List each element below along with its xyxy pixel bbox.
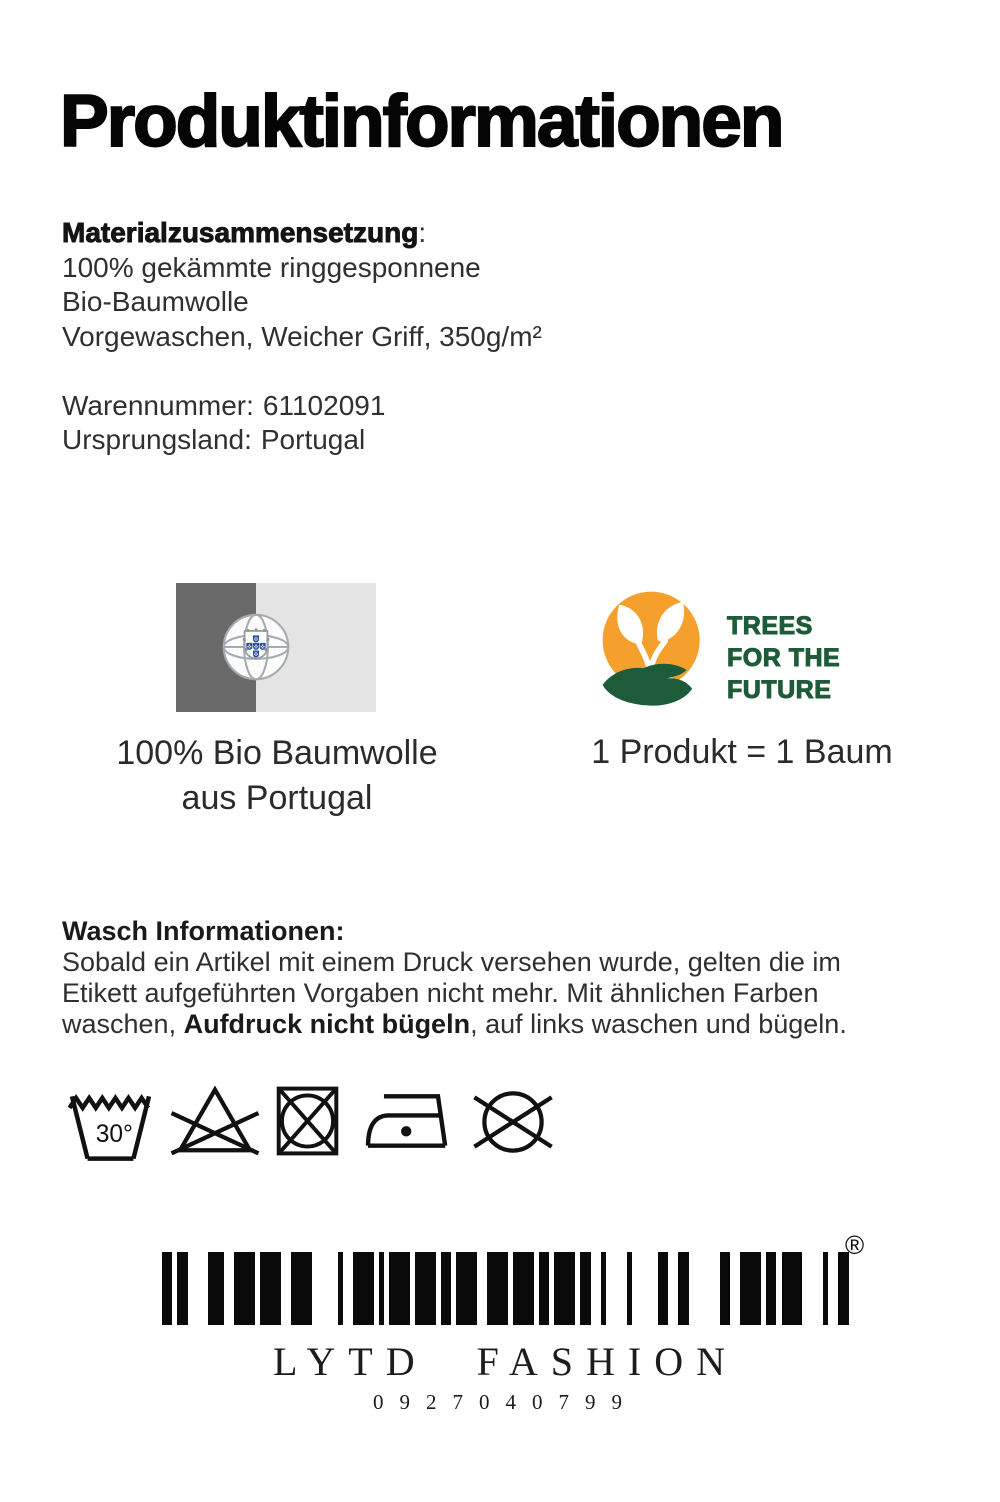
- material-heading: Materialzusammensetzung:: [62, 217, 427, 248]
- barcode-bar: [234, 1252, 255, 1325]
- barcode-bar: [740, 1252, 761, 1325]
- origin-value: Portugal: [260, 424, 366, 455]
- do-not-bleach-icon: [170, 1085, 260, 1155]
- svg-text:30°: 30°: [95, 1121, 133, 1149]
- barcode-bar: [456, 1252, 477, 1325]
- barcode-bar: [658, 1252, 668, 1325]
- material-line: Bio-Baumwolle: [62, 286, 249, 317]
- barcode-bar: [291, 1252, 312, 1325]
- material-line: Vorgewaschen, Weicher Griff, 350g/m²: [62, 320, 542, 352]
- origin-label: Ursprungsland:: [62, 424, 252, 455]
- trees-for-the-future-logo-icon: [597, 586, 709, 713]
- brand-number: 0927040799: [373, 1390, 638, 1414]
- page-title: Produktinformationen: [60, 81, 783, 162]
- barcode-bar: [260, 1252, 281, 1325]
- portugal-flag: [176, 583, 376, 712]
- wash-30-icon: [63, 1083, 158, 1163]
- barcode-bar: [177, 1252, 187, 1325]
- origin-row: [62, 423, 542, 458]
- spacer: [62, 354, 542, 389]
- material-section: [62, 216, 542, 458]
- do-not-tumble-dry-icon: [275, 1085, 340, 1157]
- registered-mark: ®: [845, 1230, 865, 1260]
- barcode-bar: [487, 1252, 508, 1325]
- barcode-bar: [720, 1252, 730, 1325]
- barcode-bar: [782, 1252, 803, 1325]
- barcode-bar: [441, 1252, 451, 1325]
- barcode-bar: [513, 1252, 534, 1325]
- barcode-bar: [601, 1252, 606, 1325]
- barcode-bar: [162, 1252, 172, 1325]
- barcode: [162, 1252, 849, 1325]
- wash-heading: Wasch Informationen:: [62, 916, 345, 946]
- barcode-bar: [389, 1252, 410, 1325]
- barcode-bar: [208, 1252, 223, 1325]
- item-number-value: 61102091: [262, 389, 386, 421]
- barcode-bar: [554, 1252, 575, 1325]
- brand-wordmark: LYTD FASHION: [272, 1339, 739, 1384]
- portugal-caption: 100% Bio Baumwolle aus Portugal: [116, 734, 438, 817]
- material-line: 100% gekämmte ringgesponnene: [62, 251, 481, 283]
- do-not-dry-clean-icon: [471, 1088, 555, 1156]
- barcode-bar: [539, 1252, 549, 1325]
- barcode-bar: [627, 1252, 632, 1325]
- wash-body: Sobald ein Artikel mit einem Druck versehen wurde, gelten die im Etikett aufgeführten Vorgaben nicht mehr. Mit ähnlichen Farben waschen, Aufdruck nicht bügeln, auf links waschen und bügeln.: [62, 947, 847, 1039]
- barcode-bar: [838, 1252, 848, 1325]
- trees-for-the-future-wordmark: TREES FOR THE FUTURE: [727, 612, 841, 704]
- barcode-bar: [580, 1252, 590, 1325]
- care-symbols-row: [63, 1083, 555, 1163]
- barcode-bar: [678, 1252, 688, 1325]
- barcode-bar: [338, 1252, 343, 1325]
- tree-caption: 1 Produkt = 1 Baum: [591, 733, 893, 771]
- barcode-bar: [823, 1252, 828, 1325]
- barcode-bar: [766, 1252, 776, 1325]
- item-number-label: Warennummer:: [62, 389, 254, 421]
- iron-low-one-dot-icon: [363, 1090, 451, 1152]
- barcode-bar: [379, 1252, 384, 1325]
- item-number-row: [62, 389, 542, 424]
- barcode-bar: [415, 1252, 436, 1325]
- portugal-emblem-icon: [220, 611, 292, 683]
- barcode-bar: [353, 1252, 374, 1325]
